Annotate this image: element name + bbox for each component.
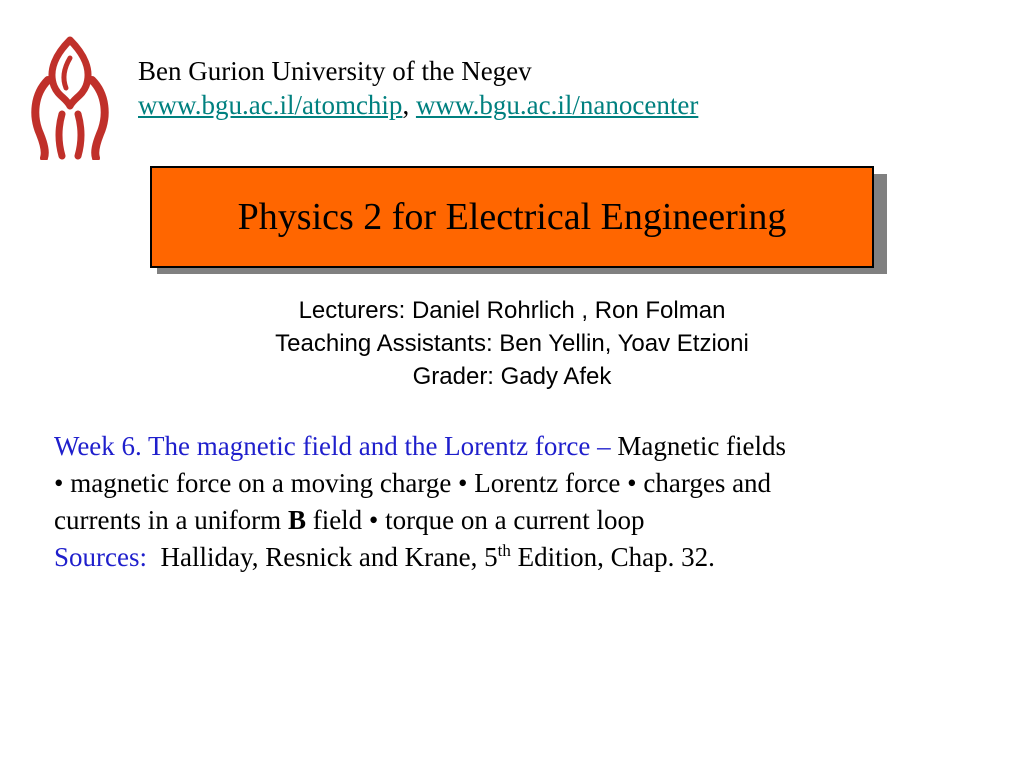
title-box: [150, 166, 874, 268]
grader-line: Grader: Gady Afek: [412, 363, 612, 390]
atomchip-link[interactable]: www.bgu.ac.il/atomchip: [138, 90, 403, 120]
week-description: [54, 428, 1004, 576]
bgu-logo-icon: [26, 36, 114, 160]
week-line-3: [54, 502, 1004, 539]
lecturers-line: Lecturers: Daniel Rohrlich , Ron Folman: [298, 297, 726, 324]
edition-superscript: th: [497, 541, 511, 560]
course-staff: [0, 294, 1024, 393]
week-line-2: • magnetic force on a moving charge • Lorentz force • charges and: [54, 468, 772, 498]
week-line-3-b: field • torque on a current loop: [312, 505, 645, 535]
week-line-3-a: currents in a uniform: [54, 505, 282, 535]
sources-line: [54, 539, 1004, 576]
university-links: [138, 88, 698, 122]
week-line-1: [54, 428, 1004, 465]
b-field-symbol: B: [287, 505, 306, 535]
sources-end: Edition, Chap. 32.: [517, 542, 715, 572]
sources-label: Sources:: [54, 542, 147, 572]
week-heading: Week 6. The magnetic field and the Lorentz force –: [54, 431, 611, 461]
page-title: Physics 2 for Electrical Engineering: [237, 196, 787, 238]
university-name: Ben Gurion University of the Negev: [138, 56, 532, 86]
link-separator: ,: [402, 90, 410, 120]
nanocenter-link[interactable]: www.bgu.ac.il/nanocenter: [415, 90, 699, 120]
assistants-line: Teaching Assistants: Ben Yellin, Yoav Etzioni: [275, 330, 749, 357]
week-line-1-rest: Magnetic fields: [617, 431, 787, 461]
university-header: [138, 54, 698, 122]
sources-text: Halliday, Resnick and Krane, 5: [160, 542, 498, 572]
